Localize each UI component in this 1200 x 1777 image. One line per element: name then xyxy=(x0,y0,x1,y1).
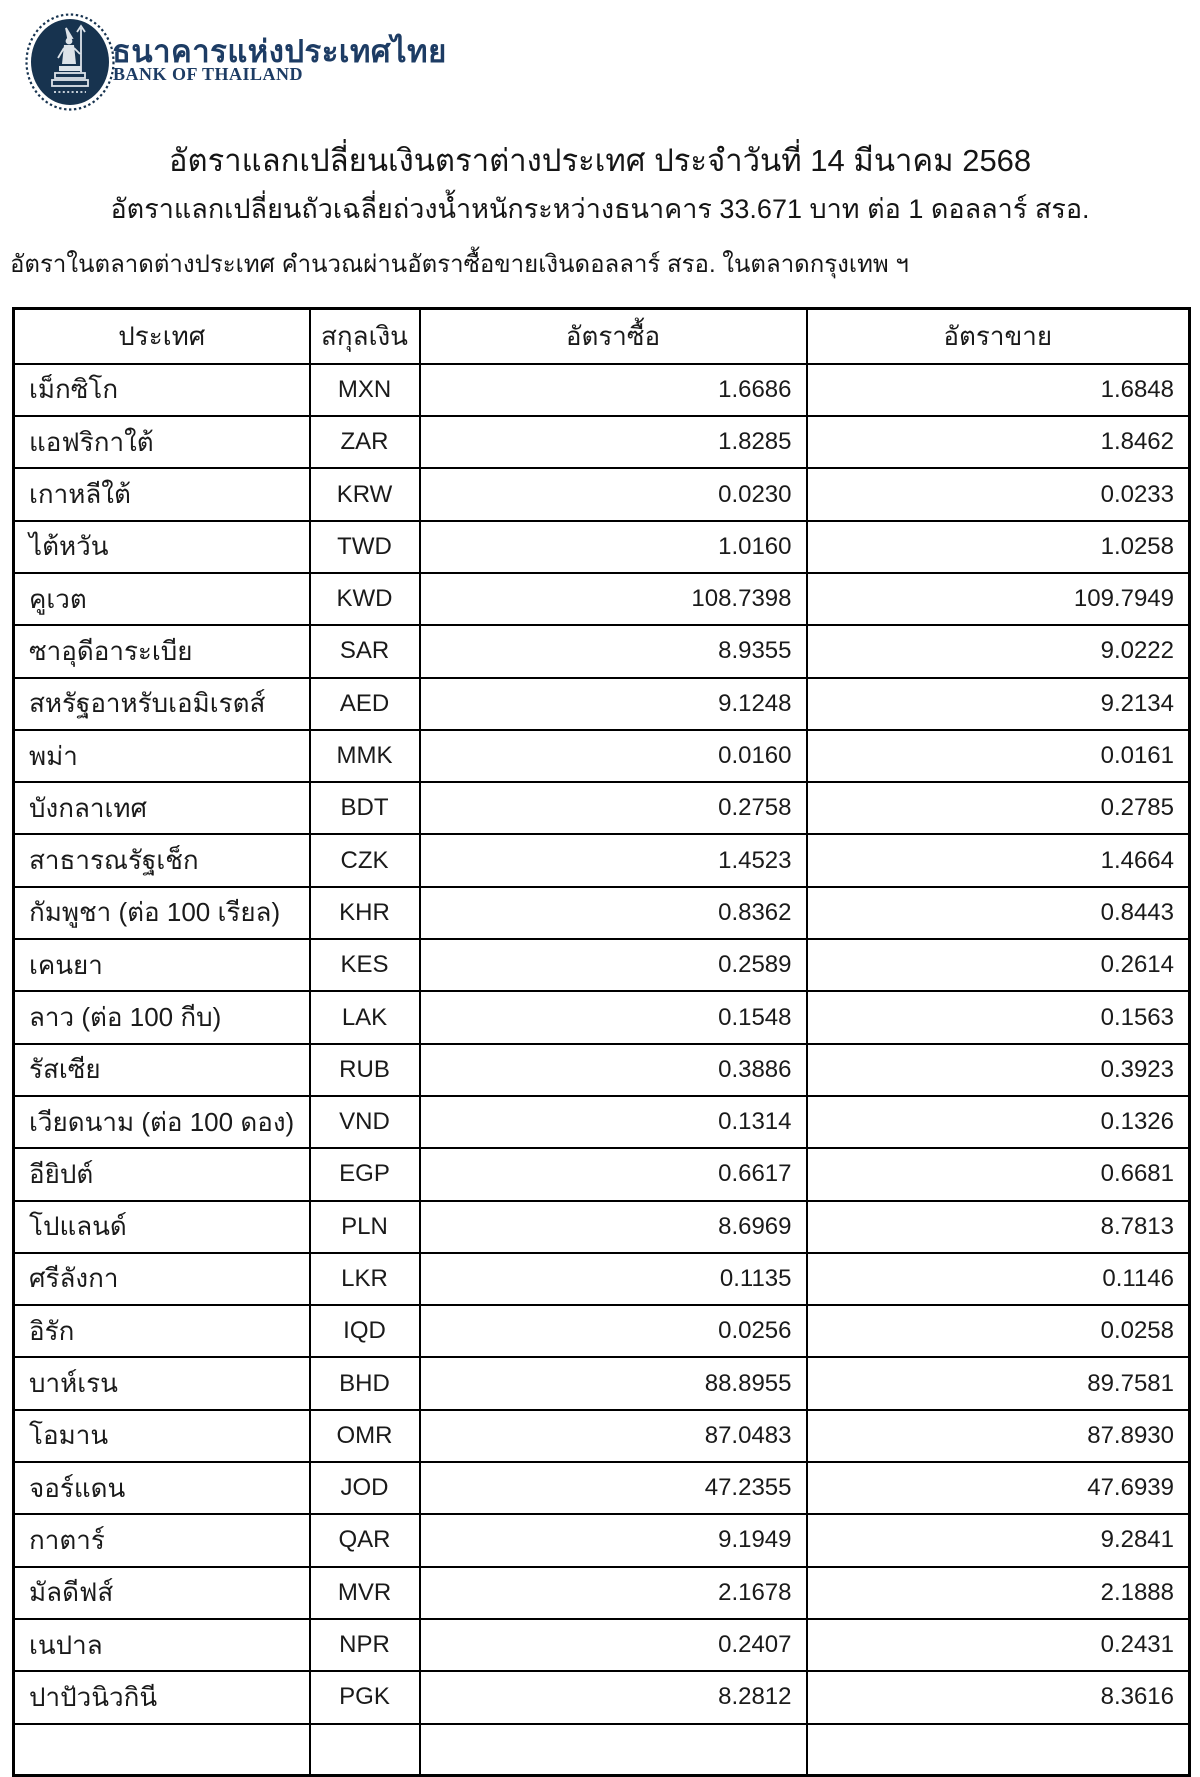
table-row xyxy=(14,364,1190,416)
currency-cell: SAR xyxy=(310,625,420,677)
country-cell: จอร์แดน xyxy=(14,1462,310,1514)
country-cell: อียิปต์ xyxy=(14,1148,310,1200)
country-cell: คูเวต xyxy=(14,573,310,625)
sell-rate-cell: 87.8930 xyxy=(807,1410,1190,1462)
currency-cell: BDT xyxy=(310,782,420,834)
currency-cell: VND xyxy=(310,1096,420,1148)
table-row xyxy=(14,1148,1190,1200)
empty-cell xyxy=(14,1724,310,1776)
country-cell: สหรัฐอาหรับเอมิเรตส์ xyxy=(14,678,310,730)
column-header-buy-rate: อัตราซื้อ xyxy=(420,309,807,364)
sell-rate-cell: 2.1888 xyxy=(807,1567,1190,1619)
buy-rate-cell: 0.1314 xyxy=(420,1096,807,1148)
exchange-rates-table xyxy=(12,307,1191,1777)
currency-cell: PGK xyxy=(310,1671,420,1723)
table-row xyxy=(14,573,1190,625)
sell-rate-cell: 8.7813 xyxy=(807,1201,1190,1253)
buy-rate-cell: 1.8285 xyxy=(420,416,807,468)
table-row xyxy=(14,625,1190,677)
currency-cell: CZK xyxy=(310,834,420,886)
country-cell: ลาว (ต่อ 100 กีบ) xyxy=(14,991,310,1043)
sell-rate-cell: 1.4664 xyxy=(807,834,1190,886)
country-cell: เวียดนาม (ต่อ 100 ดอง) xyxy=(14,1096,310,1148)
sell-rate-cell: 0.8443 xyxy=(807,887,1190,939)
buy-rate-cell: 8.6969 xyxy=(420,1201,807,1253)
table-row xyxy=(14,678,1190,730)
currency-cell: BHD xyxy=(310,1357,420,1409)
rates-table-body xyxy=(14,364,1190,1776)
sell-rate-cell: 9.2134 xyxy=(807,678,1190,730)
country-cell: บังกลาเทศ xyxy=(14,782,310,834)
buy-rate-cell: 9.1248 xyxy=(420,678,807,730)
country-cell: กัมพูชา (ต่อ 100 เรียล) xyxy=(14,887,310,939)
currency-cell: IQD xyxy=(310,1305,420,1357)
country-cell: กาตาร์ xyxy=(14,1514,310,1566)
country-cell: เม็กซิโก xyxy=(14,364,310,416)
sell-rate-cell: 0.6681 xyxy=(807,1148,1190,1200)
table-row xyxy=(14,1514,1190,1566)
buy-rate-cell: 1.0160 xyxy=(420,521,807,573)
buy-rate-cell: 88.8955 xyxy=(420,1357,807,1409)
table-row xyxy=(14,468,1190,520)
currency-cell: JOD xyxy=(310,1462,420,1514)
country-cell: เคนยา xyxy=(14,939,310,991)
market-note: อัตราในตลาดต่างประเทศ คำนวณผ่านอัตราซื้อขายเงินดอลลาร์ สรอ. ในตลาดกรุงเทพ ฯ xyxy=(10,250,909,278)
sell-rate-cell: 109.7949 xyxy=(807,573,1190,625)
table-header xyxy=(14,309,1190,364)
table-row xyxy=(14,834,1190,886)
column-header-sell-rate: อัตราขาย xyxy=(807,309,1190,364)
table-row xyxy=(14,1044,1190,1096)
sell-rate-cell: 0.1326 xyxy=(807,1096,1190,1148)
sell-rate-cell: 47.6939 xyxy=(807,1462,1190,1514)
sell-rate-cell: 8.3616 xyxy=(807,1671,1190,1723)
country-cell: เกาหลีใต้ xyxy=(14,468,310,520)
country-cell: อิรัก xyxy=(14,1305,310,1357)
buy-rate-cell: 8.9355 xyxy=(420,625,807,677)
table-row xyxy=(14,730,1190,782)
country-cell: พม่า xyxy=(14,730,310,782)
currency-cell: MMK xyxy=(310,730,420,782)
buy-rate-cell: 0.2407 xyxy=(420,1619,807,1671)
table-row xyxy=(14,1305,1190,1357)
page-title: อัตราแลกเปลี่ยนเงินตราต่างประเทศ ประจำวันที่ 14 มีนาคม 2568 xyxy=(168,143,1032,178)
page-subtitle: อัตราแลกเปลี่ยนถัวเฉลี่ยถ่วงน้ำหนักระหว่างธนาคาร 33.671 บาท ต่อ 1 ดอลลาร์ สรอ. xyxy=(110,193,1090,224)
table-row xyxy=(14,1410,1190,1462)
country-cell: เนปาล xyxy=(14,1619,310,1671)
sell-rate-cell: 0.0258 xyxy=(807,1305,1190,1357)
sell-rate-cell: 0.0161 xyxy=(807,730,1190,782)
buy-rate-cell: 8.2812 xyxy=(420,1671,807,1723)
sell-rate-cell: 9.0222 xyxy=(807,625,1190,677)
sell-rate-cell: 0.2614 xyxy=(807,939,1190,991)
table-row xyxy=(14,1253,1190,1305)
buy-rate-cell: 0.0230 xyxy=(420,468,807,520)
currency-cell: OMR xyxy=(310,1410,420,1462)
buy-rate-cell: 0.0160 xyxy=(420,730,807,782)
sell-rate-cell: 0.1563 xyxy=(807,991,1190,1043)
country-cell: รัสเซีย xyxy=(14,1044,310,1096)
currency-cell: QAR xyxy=(310,1514,420,1566)
currency-cell: LAK xyxy=(310,991,420,1043)
currency-cell: KES xyxy=(310,939,420,991)
buy-rate-cell: 47.2355 xyxy=(420,1462,807,1514)
column-header-currency: สกุลเงิน xyxy=(310,309,420,364)
buy-rate-cell: 0.8362 xyxy=(420,887,807,939)
sell-rate-cell: 1.6848 xyxy=(807,364,1190,416)
buy-rate-cell: 108.7398 xyxy=(420,573,807,625)
empty-cell xyxy=(807,1724,1190,1776)
currency-cell: MVR xyxy=(310,1567,420,1619)
brand-header xyxy=(0,0,1200,112)
table-row xyxy=(14,521,1190,573)
currency-cell: KWD xyxy=(310,573,420,625)
table-row xyxy=(14,991,1190,1043)
table-row xyxy=(14,1462,1190,1514)
table-row xyxy=(14,1671,1190,1723)
brand-name-english: BANK OF THAILAND xyxy=(113,64,304,84)
currency-cell: LKR xyxy=(310,1253,420,1305)
currency-cell: PLN xyxy=(310,1201,420,1253)
country-cell: มัลดีฟส์ xyxy=(14,1567,310,1619)
country-cell: โปแลนด์ xyxy=(14,1201,310,1253)
table-row xyxy=(14,782,1190,834)
empty-cell xyxy=(310,1724,420,1776)
buy-rate-cell: 1.6686 xyxy=(420,364,807,416)
country-cell: แอฟริกาใต้ xyxy=(14,416,310,468)
buy-rate-cell: 9.1949 xyxy=(420,1514,807,1566)
currency-cell: NPR xyxy=(310,1619,420,1671)
currency-cell: RUB xyxy=(310,1044,420,1096)
currency-cell: KRW xyxy=(310,468,420,520)
country-cell: ซาอุดีอาระเบีย xyxy=(14,625,310,677)
table-row xyxy=(14,1201,1190,1253)
country-cell: บาห์เรน xyxy=(14,1357,310,1409)
table-row xyxy=(14,887,1190,939)
country-cell: ไต้หวัน xyxy=(14,521,310,573)
sell-rate-cell: 9.2841 xyxy=(807,1514,1190,1566)
buy-rate-cell: 1.4523 xyxy=(420,834,807,886)
currency-cell: MXN xyxy=(310,364,420,416)
brand-name-thai: ธนาคารแห่งประเทศไทย xyxy=(112,34,447,69)
empty-cell xyxy=(420,1724,807,1776)
sell-rate-cell: 0.3923 xyxy=(807,1044,1190,1096)
buy-rate-cell: 2.1678 xyxy=(420,1567,807,1619)
country-cell: สาธารณรัฐเช็ก xyxy=(14,834,310,886)
country-cell: โอมาน xyxy=(14,1410,310,1462)
country-cell: ปาปัวนิวกินี xyxy=(14,1671,310,1723)
sell-rate-cell: 89.7581 xyxy=(807,1357,1190,1409)
table-row xyxy=(14,1096,1190,1148)
column-header-country: ประเทศ xyxy=(14,309,310,364)
buy-rate-cell: 0.0256 xyxy=(420,1305,807,1357)
buy-rate-cell: 0.6617 xyxy=(420,1148,807,1200)
buy-rate-cell: 0.1548 xyxy=(420,991,807,1043)
table-row-partial xyxy=(14,1724,1190,1776)
table-row xyxy=(14,939,1190,991)
buy-rate-cell: 87.0483 xyxy=(420,1410,807,1462)
buy-rate-cell: 0.3886 xyxy=(420,1044,807,1096)
buy-rate-cell: 0.1135 xyxy=(420,1253,807,1305)
table-row xyxy=(14,1567,1190,1619)
currency-cell: ZAR xyxy=(310,416,420,468)
currency-cell: TWD xyxy=(310,521,420,573)
buy-rate-cell: 0.2758 xyxy=(420,782,807,834)
currency-cell: KHR xyxy=(310,887,420,939)
currency-cell: EGP xyxy=(310,1148,420,1200)
sell-rate-cell: 0.2785 xyxy=(807,782,1190,834)
sell-rate-cell: 0.1146 xyxy=(807,1253,1190,1305)
sell-rate-cell: 1.0258 xyxy=(807,521,1190,573)
table-row xyxy=(14,1357,1190,1409)
sell-rate-cell: 0.0233 xyxy=(807,468,1190,520)
table-row xyxy=(14,416,1190,468)
sell-rate-cell: 1.8462 xyxy=(807,416,1190,468)
country-cell: ศรีลังกา xyxy=(14,1253,310,1305)
table-row xyxy=(14,1619,1190,1671)
header-row xyxy=(14,309,1190,364)
currency-cell: AED xyxy=(310,678,420,730)
buy-rate-cell: 0.2589 xyxy=(420,939,807,991)
sell-rate-cell: 0.2431 xyxy=(807,1619,1190,1671)
bank-of-thailand-logo-icon xyxy=(24,12,116,112)
